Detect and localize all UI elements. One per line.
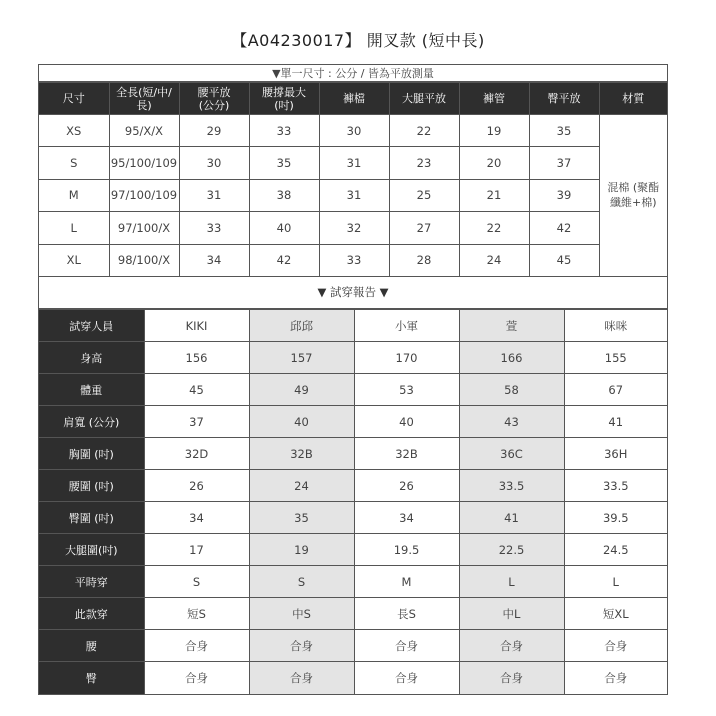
fit-row — [39, 598, 667, 630]
fit-value-cell: 短S — [144, 598, 249, 630]
fit-value-cell: 中S — [249, 598, 354, 630]
fit-row — [39, 566, 667, 598]
fit-row — [39, 662, 667, 694]
size-value-cell: 33 — [319, 244, 389, 276]
fit-row-label: 試穿人員 — [39, 310, 144, 342]
size-value-cell: 95/100/109 — [109, 147, 179, 179]
size-value-cell: 95/X/X — [109, 115, 179, 147]
size-chart-header: 材質 — [599, 83, 667, 115]
fit-value-cell: 35 — [249, 502, 354, 534]
fit-value-cell: 33.5 — [459, 470, 564, 502]
size-value-cell: 40 — [249, 212, 319, 244]
fit-value-cell: 157 — [249, 342, 354, 374]
fit-value-cell: 短XL — [564, 598, 667, 630]
fit-value-cell: 39.5 — [564, 502, 667, 534]
fit-value-cell: 32D — [144, 438, 249, 470]
fit-row-label: 肩寬 (公分) — [39, 406, 144, 438]
fit-value-cell: 67 — [564, 374, 667, 406]
size-row — [39, 179, 667, 211]
size-value-cell: 32 — [319, 212, 389, 244]
material-cell: 混棉 (聚酯纖維+棉) — [599, 115, 667, 277]
fit-value-cell: 45 — [144, 374, 249, 406]
fit-value-cell: 36H — [564, 438, 667, 470]
fit-value-cell: 合身 — [144, 630, 249, 662]
product-size-sheet — [38, 64, 668, 695]
fit-row-label: 大腿圍(吋) — [39, 534, 144, 566]
size-value-cell: 45 — [529, 244, 599, 276]
fit-row-label: 腰 — [39, 630, 144, 662]
size-value-cell: 35 — [249, 147, 319, 179]
fit-value-cell: 合身 — [459, 662, 564, 694]
fit-value-cell: KIKI — [144, 310, 249, 342]
size-chart-header: 大腿平放 — [389, 83, 459, 115]
fit-row-label: 臀圍 (吋) — [39, 502, 144, 534]
fit-value-cell: L — [564, 566, 667, 598]
fit-row — [39, 406, 667, 438]
size-value-cell: 42 — [249, 244, 319, 276]
fit-row-label: 平時穿 — [39, 566, 144, 598]
size-value-cell: 37 — [529, 147, 599, 179]
fit-value-cell: 合身 — [354, 630, 459, 662]
fit-value-cell: 19 — [249, 534, 354, 566]
fit-value-cell: 36C — [459, 438, 564, 470]
fit-value-cell: 170 — [354, 342, 459, 374]
fit-row-label: 體重 — [39, 374, 144, 406]
size-value-cell: 20 — [459, 147, 529, 179]
size-chart-header: 腰撐最大 (吋) — [249, 83, 319, 115]
size-value-cell: 24 — [459, 244, 529, 276]
size-value-cell: 27 — [389, 212, 459, 244]
page-title: 【A04230017】 開叉款 (短中長) — [231, 31, 485, 50]
fit-report-table — [39, 309, 667, 694]
size-label-cell: XL — [39, 244, 109, 276]
fit-value-cell: 合身 — [354, 662, 459, 694]
fit-value-cell: 合身 — [249, 662, 354, 694]
size-chart-header: 尺寸 — [39, 83, 109, 115]
size-value-cell: 23 — [389, 147, 459, 179]
fit-value-cell: 合身 — [459, 630, 564, 662]
size-chart-header-row — [39, 83, 667, 115]
fit-value-cell: 166 — [459, 342, 564, 374]
size-value-cell: 22 — [459, 212, 529, 244]
fit-value-cell: S — [249, 566, 354, 598]
size-value-cell: 30 — [319, 115, 389, 147]
fit-row — [39, 374, 667, 406]
fit-value-cell: 32B — [354, 438, 459, 470]
size-value-cell: 25 — [389, 179, 459, 211]
fit-row — [39, 310, 667, 342]
fit-row — [39, 342, 667, 374]
fit-value-cell: 49 — [249, 374, 354, 406]
size-value-cell: 19 — [459, 115, 529, 147]
fit-value-cell: 26 — [144, 470, 249, 502]
fit-value-cell: 33.5 — [564, 470, 667, 502]
size-chart-header: 全長(短/中/長) — [109, 83, 179, 115]
size-chart-header: 腰平放 (公分) — [179, 83, 249, 115]
fit-value-cell: 40 — [354, 406, 459, 438]
fit-value-cell: 19.5 — [354, 534, 459, 566]
fit-value-cell: 小軍 — [354, 310, 459, 342]
fit-value-cell: 22.5 — [459, 534, 564, 566]
fit-value-cell: 合身 — [564, 662, 667, 694]
fit-value-cell: 24.5 — [564, 534, 667, 566]
fit-row — [39, 630, 667, 662]
fit-value-cell: 咪咪 — [564, 310, 667, 342]
fit-value-cell: 41 — [564, 406, 667, 438]
fit-row — [39, 534, 667, 566]
size-value-cell: 97/100/109 — [109, 179, 179, 211]
size-label-cell: S — [39, 147, 109, 179]
size-value-cell: 28 — [389, 244, 459, 276]
measurement-note: ▼單一尺寸 : 公分 / 皆為平放測量 — [39, 65, 667, 82]
fit-value-cell: M — [354, 566, 459, 598]
size-value-cell: 31 — [179, 179, 249, 211]
fit-value-cell: 34 — [354, 502, 459, 534]
fit-row-label: 腰圍 (吋) — [39, 470, 144, 502]
fit-report-title: ▼ 試穿報告 ▼ — [39, 275, 667, 309]
size-value-cell: 21 — [459, 179, 529, 211]
fit-value-cell: 中L — [459, 598, 564, 630]
size-value-cell: 34 — [179, 244, 249, 276]
fit-value-cell: 合身 — [249, 630, 354, 662]
fit-value-cell: 長S — [354, 598, 459, 630]
size-chart-header: 臀平放 — [529, 83, 599, 115]
fit-value-cell: 32B — [249, 438, 354, 470]
fit-row — [39, 470, 667, 502]
size-value-cell: 22 — [389, 115, 459, 147]
fit-row — [39, 502, 667, 534]
fit-value-cell: 34 — [144, 502, 249, 534]
size-value-cell: 29 — [179, 115, 249, 147]
fit-value-cell: 37 — [144, 406, 249, 438]
fit-value-cell: 40 — [249, 406, 354, 438]
size-value-cell: 30 — [179, 147, 249, 179]
size-row — [39, 212, 667, 244]
fit-row — [39, 438, 667, 470]
size-value-cell: 33 — [179, 212, 249, 244]
size-value-cell: 38 — [249, 179, 319, 211]
fit-row-label: 胸圍 (吋) — [39, 438, 144, 470]
size-chart-header: 褲檔 — [319, 83, 389, 115]
size-value-cell: 31 — [319, 147, 389, 179]
size-value-cell: 39 — [529, 179, 599, 211]
size-row — [39, 244, 667, 276]
fit-value-cell: S — [144, 566, 249, 598]
fit-row-label: 臀 — [39, 662, 144, 694]
size-row — [39, 115, 667, 147]
size-chart-header: 褲管 — [459, 83, 529, 115]
fit-value-cell: 24 — [249, 470, 354, 502]
size-chart-table — [39, 82, 667, 277]
fit-row-label: 身高 — [39, 342, 144, 374]
size-value-cell: 31 — [319, 179, 389, 211]
size-label-cell: L — [39, 212, 109, 244]
fit-value-cell: 41 — [459, 502, 564, 534]
fit-value-cell: 156 — [144, 342, 249, 374]
size-value-cell: 42 — [529, 212, 599, 244]
fit-value-cell: 155 — [564, 342, 667, 374]
size-label-cell: XS — [39, 115, 109, 147]
fit-value-cell: 邱邱 — [249, 310, 354, 342]
fit-value-cell: 合身 — [564, 630, 667, 662]
size-value-cell: 97/100/X — [109, 212, 179, 244]
fit-value-cell: 17 — [144, 534, 249, 566]
fit-value-cell: 58 — [459, 374, 564, 406]
fit-value-cell: 合身 — [144, 662, 249, 694]
size-value-cell: 35 — [529, 115, 599, 147]
size-label-cell: M — [39, 179, 109, 211]
size-row — [39, 147, 667, 179]
size-value-cell: 33 — [249, 115, 319, 147]
fit-value-cell: 26 — [354, 470, 459, 502]
fit-value-cell: L — [459, 566, 564, 598]
fit-value-cell: 43 — [459, 406, 564, 438]
fit-value-cell: 53 — [354, 374, 459, 406]
size-value-cell: 98/100/X — [109, 244, 179, 276]
fit-value-cell: 萱 — [459, 310, 564, 342]
fit-row-label: 此款穿 — [39, 598, 144, 630]
